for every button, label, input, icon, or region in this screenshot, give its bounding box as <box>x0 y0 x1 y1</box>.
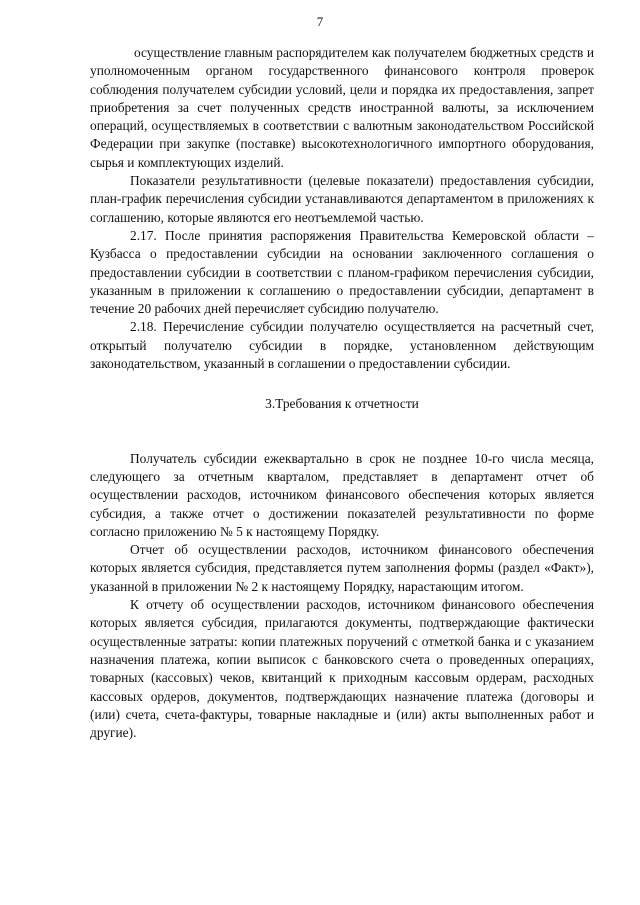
paragraph-report-form: Отчет об осуществлении расходов, источником финансового обеспечения которых является субсидия, представляется путем заполнения формы (раздел «Факт»), указанной в приложении № 2 к настоящему Порядку, нарастающим итогом. <box>90 542 594 594</box>
section-heading-reporting: 3.Требования к отчетности <box>265 396 419 412</box>
page-number: 7 <box>316 14 324 29</box>
paragraph-quarterly-report: Получатель субсидии ежеквартально в срок не позднее 10-го числа месяца, следующего за отчетным кварталом, представляет в департамент отчет об осуществлении расходов, источником финансового обеспечения которых является субсидия, а также отчет о достижении показателей результативности по форме согласно приложению № 5 к настоящему Порядку. <box>90 450 594 539</box>
paragraph-performance-indicators: Показатели результативности (целевые показатели) предоставления субсидии, план-график перечисления субсидии устанавливаются департаментом в приложениях к соглашению, которые являются его неотъемлемой частью. <box>90 173 594 225</box>
paragraph-2-18: 2.18. Перечисление субсидии получателю осуществляется на расчетный счет, открытый получателю субсидии в порядке, установленном действующим законодательством, указанный в соглашении о предоставлении субсидии. <box>90 319 594 372</box>
paragraph-2-17: 2.17. После принятия распоряжения Правительства Кемеровской области – Кузбасса о предоставлении субсидии на основании заключенного соглашения о предоставлении субсидии в соответствии с планом-графиком перечисления субсидии, указанным в приложении к соглашению о предоставлении субсидии, департамент в течение 20 рабочих дней перечисляет субсидию получателю. <box>90 227 594 317</box>
paragraph-supporting-documents: К отчету об осуществлении расходов, источником финансового обеспечения которых является субсидия, прилагаются документы, подтверждающие фактически осуществленные затраты: копии платежных поручений с отметкой банка и с указанием назначения платежа, копии выписок с банковского счета о проведенных операциях, товарных (кассовых) чеков, квитанций к приходным кассовым ордерам, расходных кассовых ордеров, документов, подтверждающих назначение платежа (договоры и (или) счета, счета-фактуры, товарные накладные и (или) акты выполненных работ и другие). <box>90 597 594 741</box>
document-body <box>90 44 594 742</box>
paragraph-control-conditions: осуществление главным распорядителем как получателем бюджетных средств и уполномоченным органом государственного финансового контроля проверок соблюдения получателем субсидии условий, цели и порядка их предоставления, запрет приобретения за счет полученных средств иностранной валюты, за исключением операций, осуществляемых в соответствии с валютным законодательством Российской Федерации при закупке (поставке) высокотехнологичного импортного оборудования, сырья и комплектующих изделий. <box>90 45 594 170</box>
